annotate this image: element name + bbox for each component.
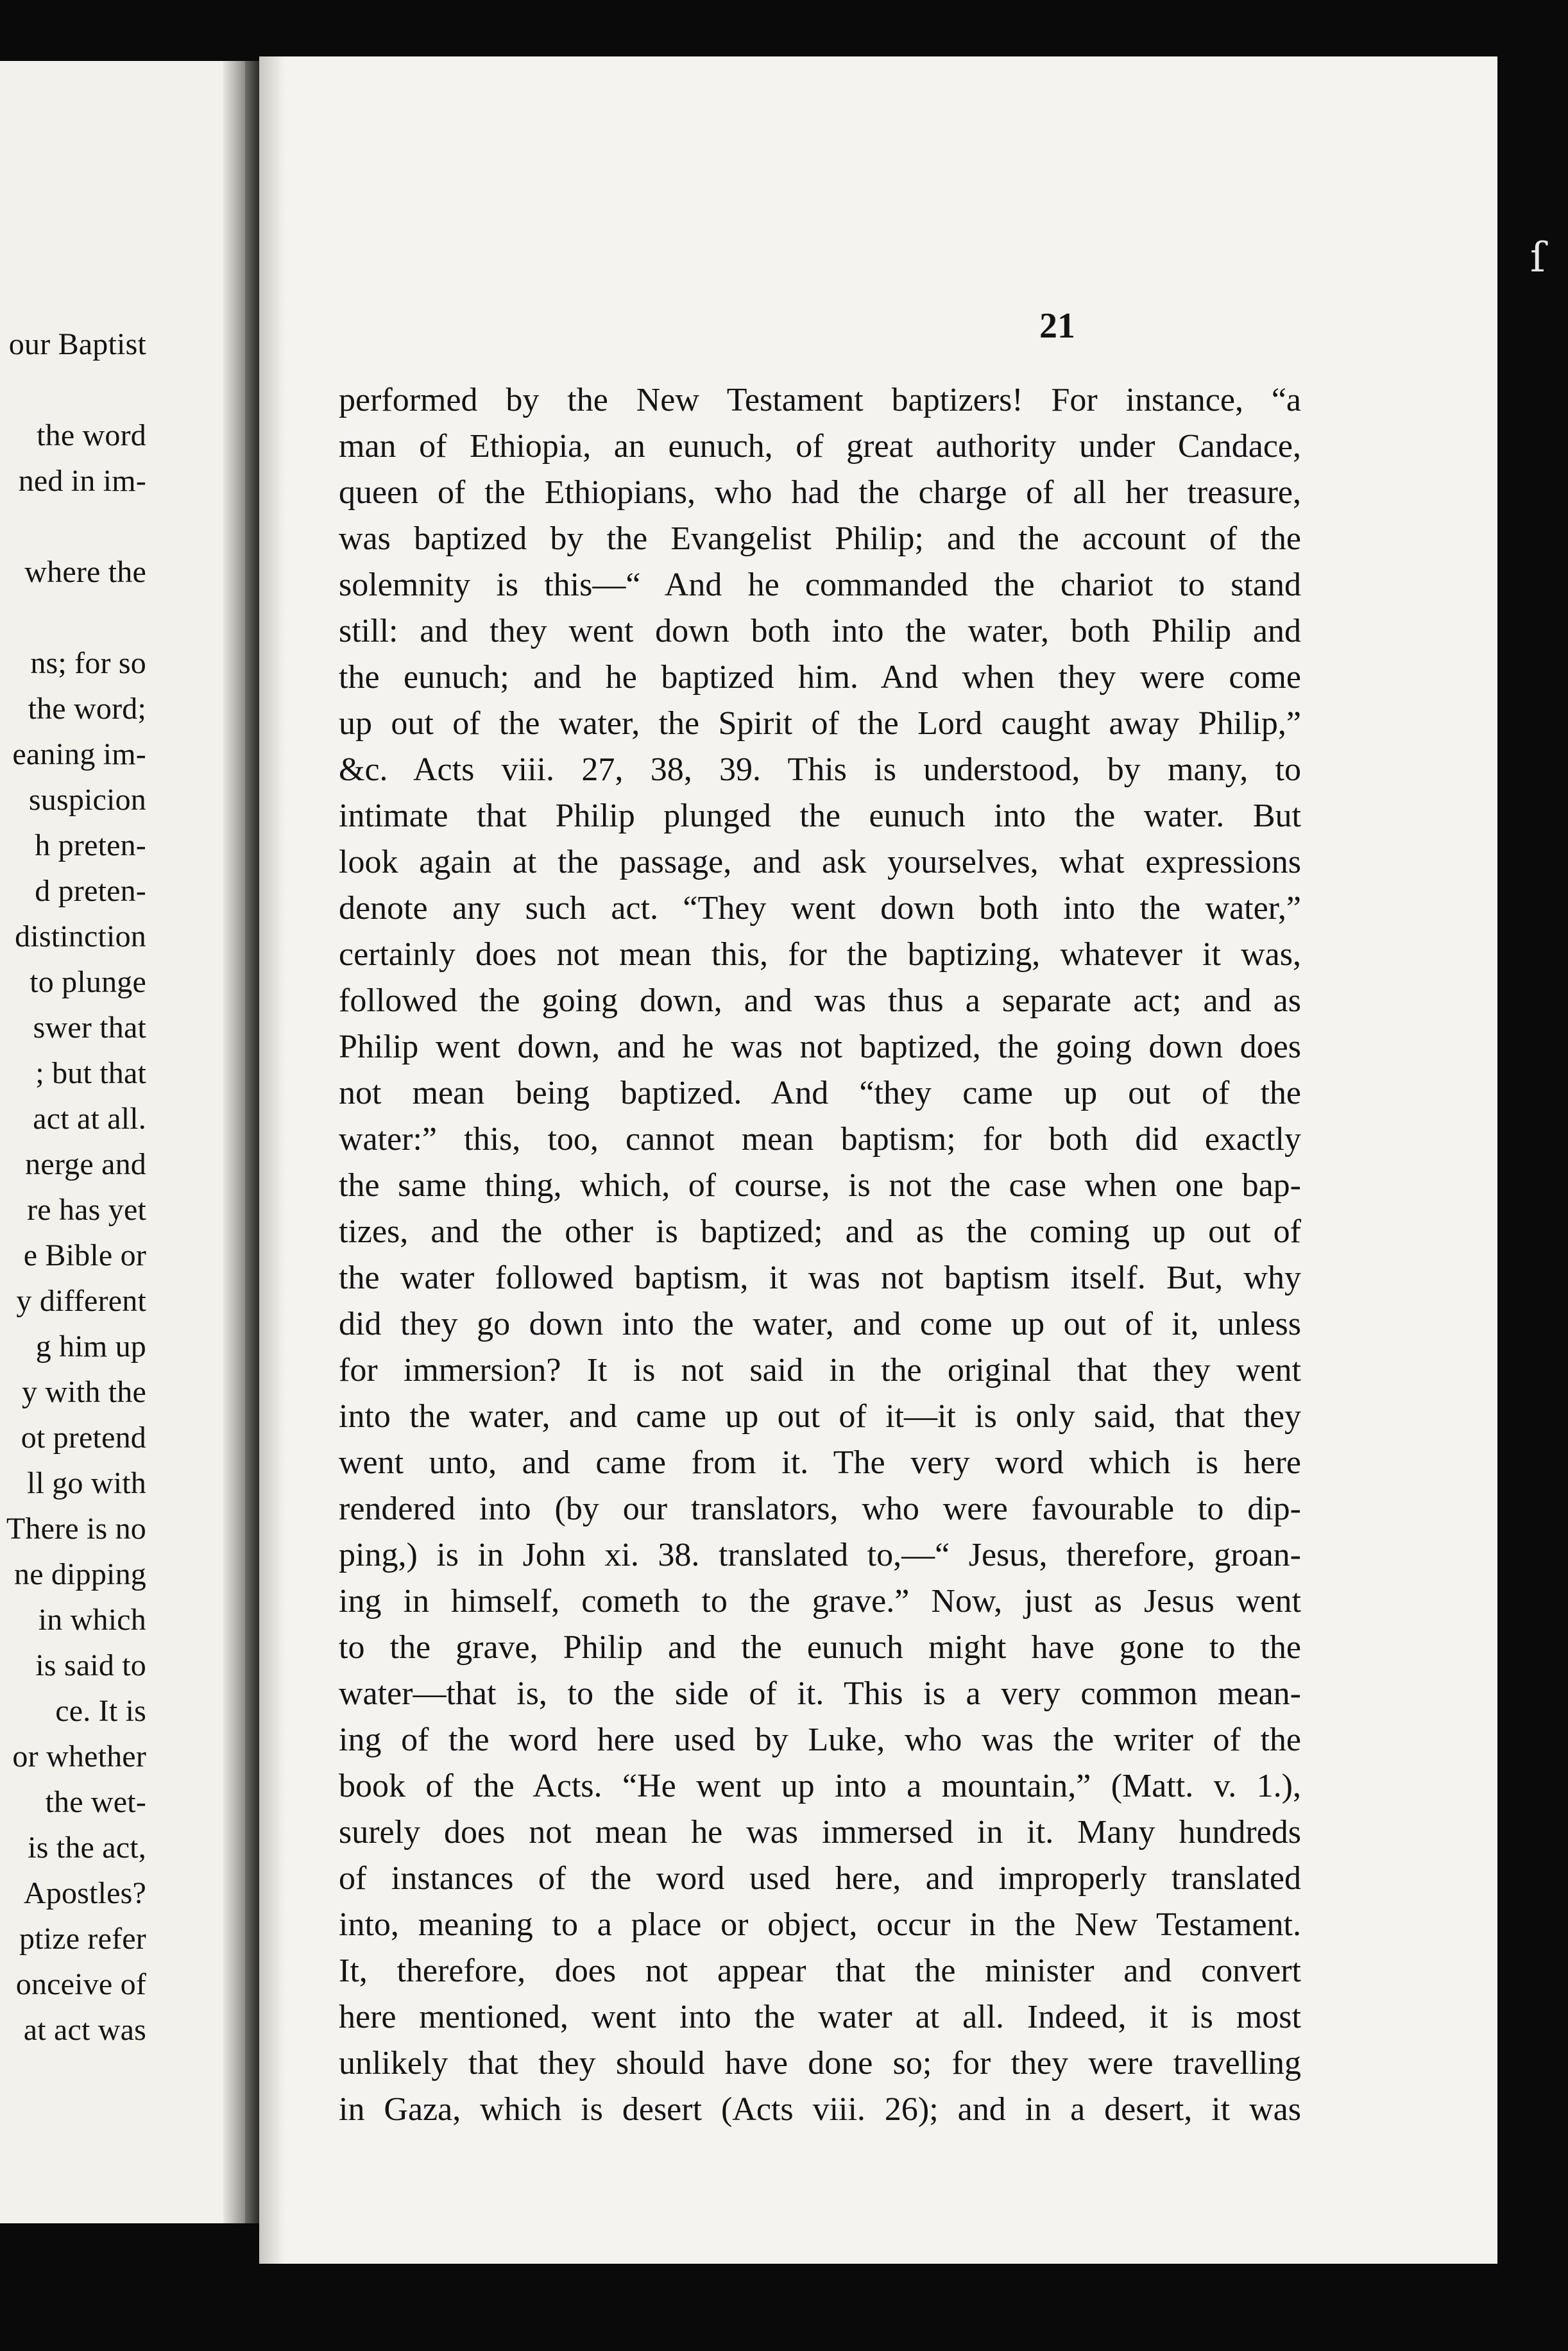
body-line: into, meaning to a place or object, occur in the New Testament. xyxy=(339,1906,1301,1943)
left-page-line: onceive of xyxy=(15,1967,146,2001)
book-spine xyxy=(245,61,259,2223)
page-number: 21 xyxy=(1039,306,1075,346)
left-page-line: at act was xyxy=(23,2013,146,2047)
left-page-line: is said to xyxy=(35,1648,146,1682)
left-page-gutter xyxy=(223,61,245,2223)
body-line: still: and they went down both into the water, both Philip and xyxy=(339,613,1301,649)
left-page-line: h preten- xyxy=(35,828,146,862)
body-line: rendered into (by our translators, who were favourable to dip- xyxy=(339,1491,1301,1527)
body-line: in Gaza, which is desert (Acts viii. 26); and in a desert, it was xyxy=(339,2091,1301,2128)
left-page-line: d preten- xyxy=(35,874,146,908)
left-page-line: ptize refer xyxy=(19,1922,146,1956)
body-text xyxy=(339,377,1301,2133)
left-page-line: y with the xyxy=(22,1375,146,1409)
body-line: certainly does not mean this, for the baptizing, whatever it was, xyxy=(339,936,1301,973)
left-page-line: ll go with xyxy=(26,1466,146,1500)
left-page-line: ; but that xyxy=(35,1056,146,1090)
body-line: man of Ethiopia, an eunuch, of great authority under Candace, xyxy=(339,428,1301,465)
right-page xyxy=(259,56,1497,2264)
margin-mark: ſ xyxy=(1530,234,1546,282)
left-page-line: the word xyxy=(37,418,146,452)
left-page-line: ned in im- xyxy=(18,464,146,498)
left-page-line: ne dipping xyxy=(14,1557,146,1591)
body-line: up out of the water, the Spirit of the Lord caught away Philip,” xyxy=(339,705,1301,742)
body-line: unlikely that they should have done so; for they were travelling xyxy=(339,2045,1301,2082)
body-line: tizes, and the other is baptized; and as the coming up out of xyxy=(339,1213,1301,1250)
left-page xyxy=(0,61,245,2223)
left-page-line: Apostles? xyxy=(23,1876,146,1910)
left-page-line: where the xyxy=(24,555,146,589)
left-page-line: re has yet xyxy=(27,1193,146,1227)
body-line: Philip went down, and he was not baptized, the going down does xyxy=(339,1029,1301,1065)
body-line: book of the Acts. “He went up into a mountain,” (Matt. v. 1.), xyxy=(339,1768,1301,1804)
body-line: water:” this, too, cannot mean baptism; for both did exactly xyxy=(339,1121,1301,1158)
body-line: followed the going down, and was thus a separate act; and as xyxy=(339,982,1301,1019)
left-page-line: the wet- xyxy=(45,1785,146,1819)
body-line: here mentioned, went into the water at all. Indeed, it is most xyxy=(339,1999,1301,2035)
left-page-line: suspicion xyxy=(28,783,146,817)
left-page-line: nerge and xyxy=(25,1147,146,1181)
body-line: the same thing, which, of course, is not the case when one bap- xyxy=(339,1167,1301,1204)
body-line: denote any such act. “They went down both into the water,” xyxy=(339,890,1301,927)
left-page-line: distinction xyxy=(15,919,146,953)
left-page-line: the word; xyxy=(28,692,146,726)
left-page-line: eaning im- xyxy=(12,737,146,771)
left-page-line: e Bible or xyxy=(23,1238,146,1272)
body-line: went unto, and came from it. The very word which is here xyxy=(339,1444,1301,1481)
left-page-line: swer that xyxy=(33,1011,146,1045)
body-line: was baptized by the Evangelist Philip; and the account of the xyxy=(339,520,1301,557)
left-page-line: in which xyxy=(38,1603,146,1637)
body-line: water—that is, to the side of it. This is a very common mean- xyxy=(339,1675,1301,1712)
body-line: not mean being baptized. And “they came up out of the xyxy=(339,1075,1301,1111)
left-page-line: or whether xyxy=(12,1740,146,1774)
left-page-line: There is no xyxy=(6,1512,146,1546)
body-line: to the grave, Philip and the eunuch might have gone to the xyxy=(339,1629,1301,1666)
left-page-line: act at all. xyxy=(33,1102,146,1136)
left-page-line: ns; for so xyxy=(30,646,146,680)
body-line: intimate that Philip plunged the eunuch into the water. But xyxy=(339,798,1301,834)
body-line: queen of the Ethiopians, who had the charge of all her treasure, xyxy=(339,474,1301,511)
body-line: ing of the word here used by Luke, who was the writer of the xyxy=(339,1722,1301,1758)
left-page-line: ce. It is xyxy=(55,1694,146,1728)
body-line: surely does not mean he was immersed in it. Many hundreds xyxy=(339,1814,1301,1851)
body-line: the eunuch; and he baptized him. And when they were come xyxy=(339,659,1301,696)
body-line: of instances of the word used here, and improperly translated xyxy=(339,1860,1301,1897)
body-line: the water followed baptism, it was not baptism itself. But, why xyxy=(339,1260,1301,1296)
body-line: ing in himself, cometh to the grave.” Now, just as Jesus went xyxy=(339,1583,1301,1620)
body-line: into the water, and came up out of it—it is only said, that they xyxy=(339,1398,1301,1435)
left-page-line: to plunge xyxy=(30,965,146,999)
body-line: performed by the New Testament baptizers! For instance, “a xyxy=(339,382,1301,418)
body-line: for immersion? It is not said in the original that they went xyxy=(339,1352,1301,1389)
body-line: did they go down into the water, and come up out of it, unless xyxy=(339,1306,1301,1342)
left-page-line: y different xyxy=(16,1284,146,1318)
body-line: It, therefore, does not appear that the minister and convert xyxy=(339,1953,1301,1989)
body-line: look again at the passage, and ask yourselves, what expressions xyxy=(339,844,1301,880)
left-page-line: ot pretend xyxy=(21,1421,146,1455)
left-page-line: g him up xyxy=(35,1329,146,1364)
body-line: ping,) is in John xi. 38. translated to,—“ Jesus, therefore, groan- xyxy=(339,1537,1301,1573)
right-page-shade xyxy=(259,56,285,2264)
left-page-line: is the act, xyxy=(28,1831,146,1865)
body-line: solemnity is this—“ And he commanded the chariot to stand xyxy=(339,567,1301,603)
body-line: &c. Acts viii. 27, 38, 39. This is understood, by many, to xyxy=(339,751,1301,788)
left-page-line: our Baptist xyxy=(8,327,146,361)
